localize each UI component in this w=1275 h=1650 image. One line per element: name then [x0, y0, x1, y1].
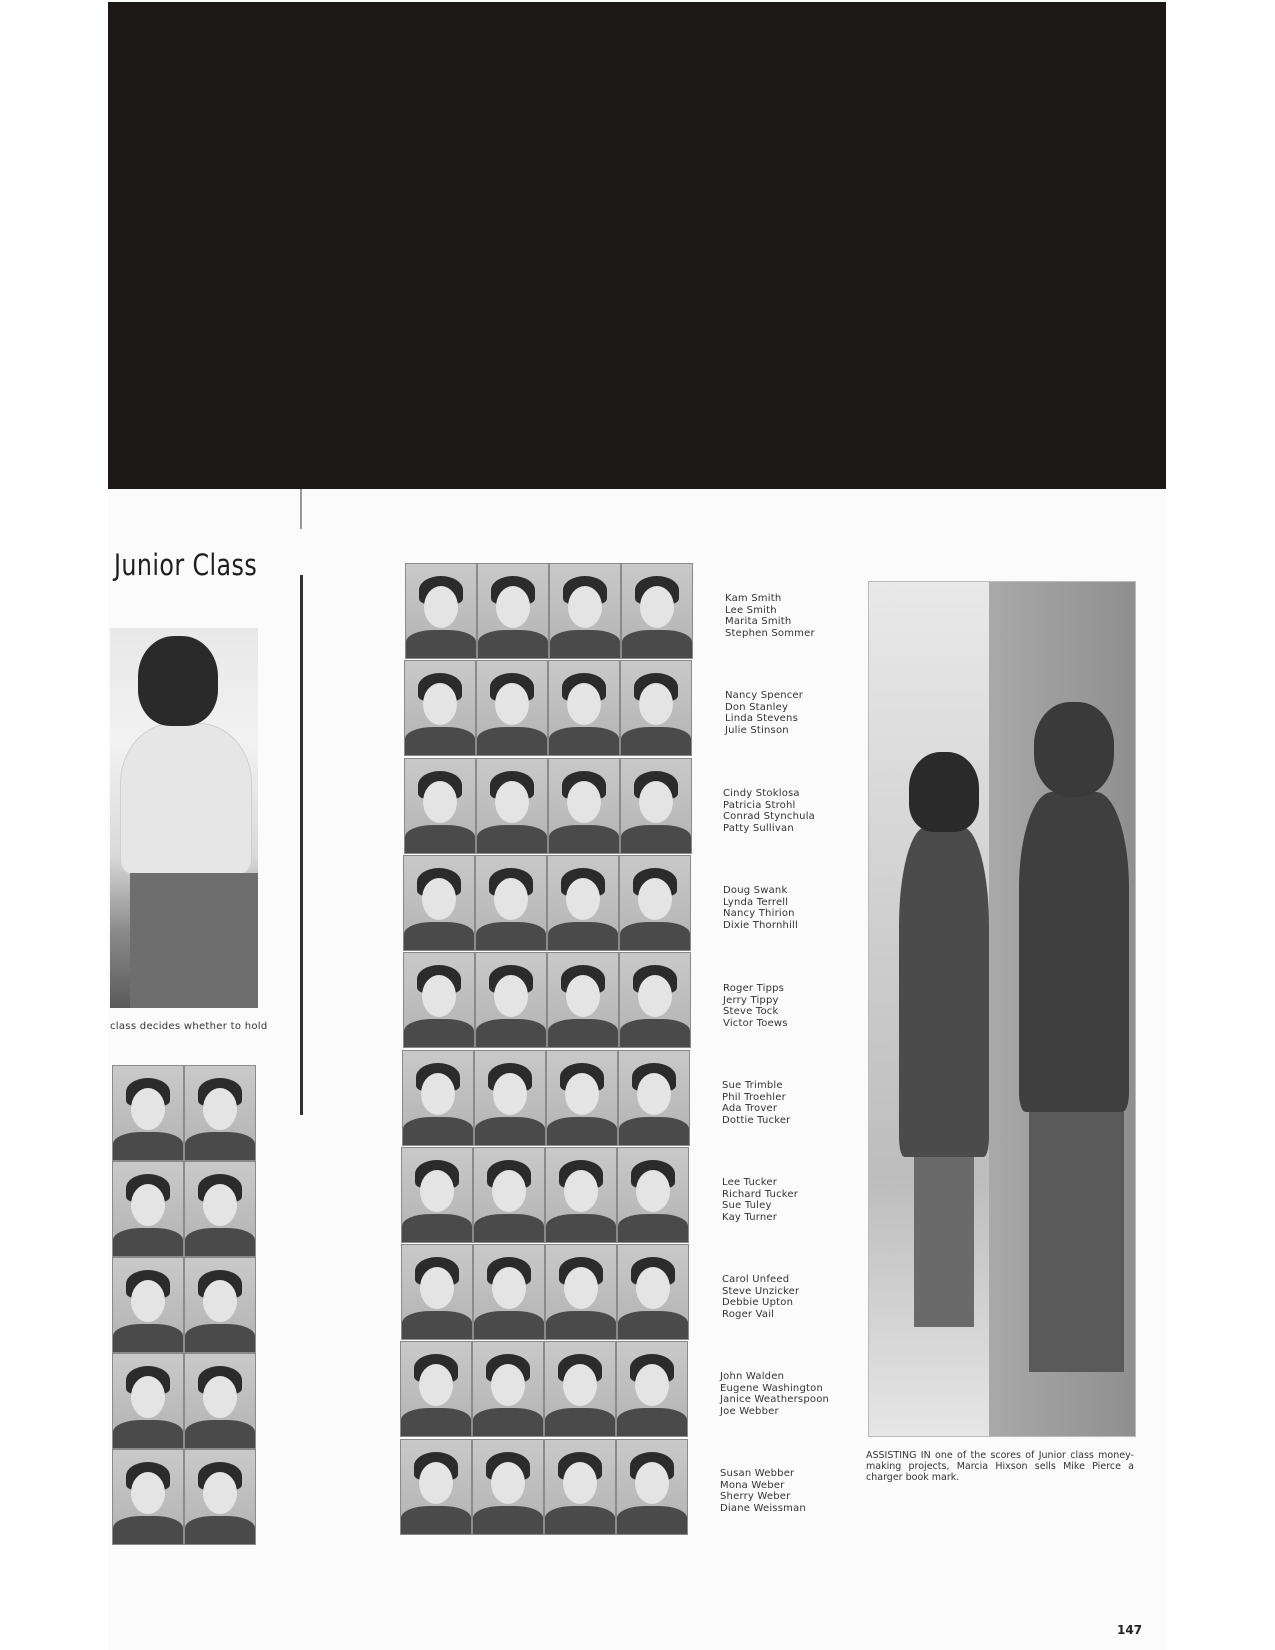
spine-seam: [300, 489, 302, 529]
portrait: [620, 758, 692, 854]
caption-left: class decides whether to hold: [110, 1021, 268, 1032]
student-name: Nancy Spencer: [725, 690, 804, 701]
student-name: Roger Tipps: [723, 983, 785, 994]
name-list: [720, 1468, 806, 1514]
dark-photo-block: [108, 2, 1166, 489]
portrait: [112, 1065, 184, 1161]
student-name: Carol Unfeed: [722, 1274, 790, 1285]
student-name: Doug Swank: [723, 885, 788, 896]
student-name: Don Stanley: [725, 701, 789, 713]
portrait: [400, 1439, 472, 1535]
student-name: Ada Trover: [722, 1103, 778, 1114]
portrait: [473, 1147, 545, 1243]
portrait: [112, 1449, 184, 1545]
portrait: [544, 1341, 616, 1437]
portrait: [548, 660, 620, 756]
portrait: [401, 1244, 473, 1340]
portrait: [544, 1439, 616, 1535]
student-name: Dottie Tucker: [722, 1114, 791, 1126]
portrait: [617, 1147, 689, 1243]
portrait: [472, 1341, 544, 1437]
student-name: Eugene Washington: [720, 1382, 823, 1394]
name-list: [725, 593, 815, 639]
student-name: John Walden: [720, 1371, 785, 1382]
portrait: [545, 1147, 617, 1243]
portrait: [616, 1439, 688, 1535]
page-right-margin: [1166, 0, 1275, 1650]
student-name: Lee Tucker: [722, 1177, 778, 1188]
student-name: Roger Vail: [722, 1308, 775, 1320]
portrait: [549, 563, 621, 659]
student-name: Patty Sullivan: [723, 822, 794, 834]
portrait: [184, 1065, 256, 1161]
portrait: [184, 1161, 256, 1257]
student-name: Phil Troehler: [722, 1091, 786, 1103]
student-name: Kam Smith: [725, 593, 782, 604]
student-name: Richard Tucker: [722, 1188, 799, 1200]
student-name: Susan Webber: [720, 1468, 795, 1479]
student-name: Victor Toews: [723, 1017, 788, 1029]
portrait: [476, 758, 548, 854]
student-name: Kay Turner: [722, 1211, 778, 1223]
student-name: Debbie Upton: [722, 1297, 794, 1308]
caption-right: ASSISTING IN one of the scores of Junior class money-making projects, Marcia Hixson sells Mike Pierce a charger book mark.: [866, 1450, 1134, 1483]
portrait: [547, 855, 619, 951]
name-list: [720, 1371, 829, 1417]
student-name: Marita Smith: [725, 616, 792, 627]
portrait: [546, 1050, 618, 1146]
page-number: 147: [1117, 1623, 1143, 1637]
portrait: [547, 952, 619, 1048]
portrait: [184, 1257, 256, 1353]
portrait: [401, 1147, 473, 1243]
name-list: [723, 983, 788, 1029]
name-list: [722, 1274, 799, 1320]
portrait: [618, 1050, 690, 1146]
portrait: [619, 952, 691, 1048]
portrait: [548, 758, 620, 854]
student-name: Lee Smith: [725, 604, 777, 616]
student-name: Dixie Thornhill: [723, 919, 799, 931]
student-name: Steve Tock: [723, 1006, 779, 1017]
student-name: Sherry Weber: [720, 1491, 791, 1502]
student-name: Patricia Strohl: [723, 799, 796, 811]
name-list: [723, 788, 815, 834]
portrait: [112, 1353, 184, 1449]
portrait: [477, 563, 549, 659]
portrait: [620, 660, 692, 756]
portrait: [619, 855, 691, 951]
student-name: Steve Unzicker: [722, 1285, 800, 1297]
portrait: [621, 563, 693, 659]
portrait: [400, 1341, 472, 1437]
name-list: [725, 690, 803, 736]
portrait: [405, 563, 477, 659]
page-left-margin: [0, 0, 108, 1650]
student-name: Diane Weissman: [720, 1502, 806, 1514]
portrait: [616, 1341, 688, 1437]
candid-photo-right: [868, 581, 1136, 1437]
portrait: [404, 758, 476, 854]
student-name: Conrad Stynchula: [723, 811, 816, 822]
student-name: Cindy Stoklosa: [723, 788, 800, 799]
portrait: [403, 952, 475, 1048]
portrait: [184, 1353, 256, 1449]
portrait: [112, 1161, 184, 1257]
student-name: Julie Stinson: [725, 724, 789, 736]
student-name: Sue Tuley: [722, 1200, 772, 1211]
student-name: Joe Webber: [720, 1405, 779, 1417]
student-name: Mona Weber: [720, 1479, 785, 1491]
student-name: Jerry Tippy: [723, 994, 779, 1006]
student-name: Lynda Terrell: [723, 896, 789, 908]
portrait: [545, 1244, 617, 1340]
name-list: [722, 1080, 791, 1126]
student-name: Nancy Thirion: [723, 908, 795, 919]
portrait: [474, 1050, 546, 1146]
name-list: [722, 1177, 798, 1223]
name-list: [723, 885, 798, 931]
portrait: [476, 660, 548, 756]
page-title: Junior Class: [114, 548, 258, 582]
portrait: [112, 1257, 184, 1353]
student-name: Sue Trimble: [722, 1080, 783, 1091]
portrait: [184, 1449, 256, 1545]
student-name: Linda Stevens: [725, 713, 798, 724]
portrait: [475, 855, 547, 951]
portrait: [402, 1050, 474, 1146]
portrait: [475, 952, 547, 1048]
student-name: Janice Weatherspoon: [720, 1394, 830, 1405]
student-name: Stephen Sommer: [725, 627, 815, 639]
portrait: [617, 1244, 689, 1340]
portrait: [473, 1244, 545, 1340]
portrait: [472, 1439, 544, 1535]
portrait: [403, 855, 475, 951]
portrait: [404, 660, 476, 756]
spine-shadow: [300, 575, 303, 1115]
candid-photo-left: [110, 628, 258, 1008]
